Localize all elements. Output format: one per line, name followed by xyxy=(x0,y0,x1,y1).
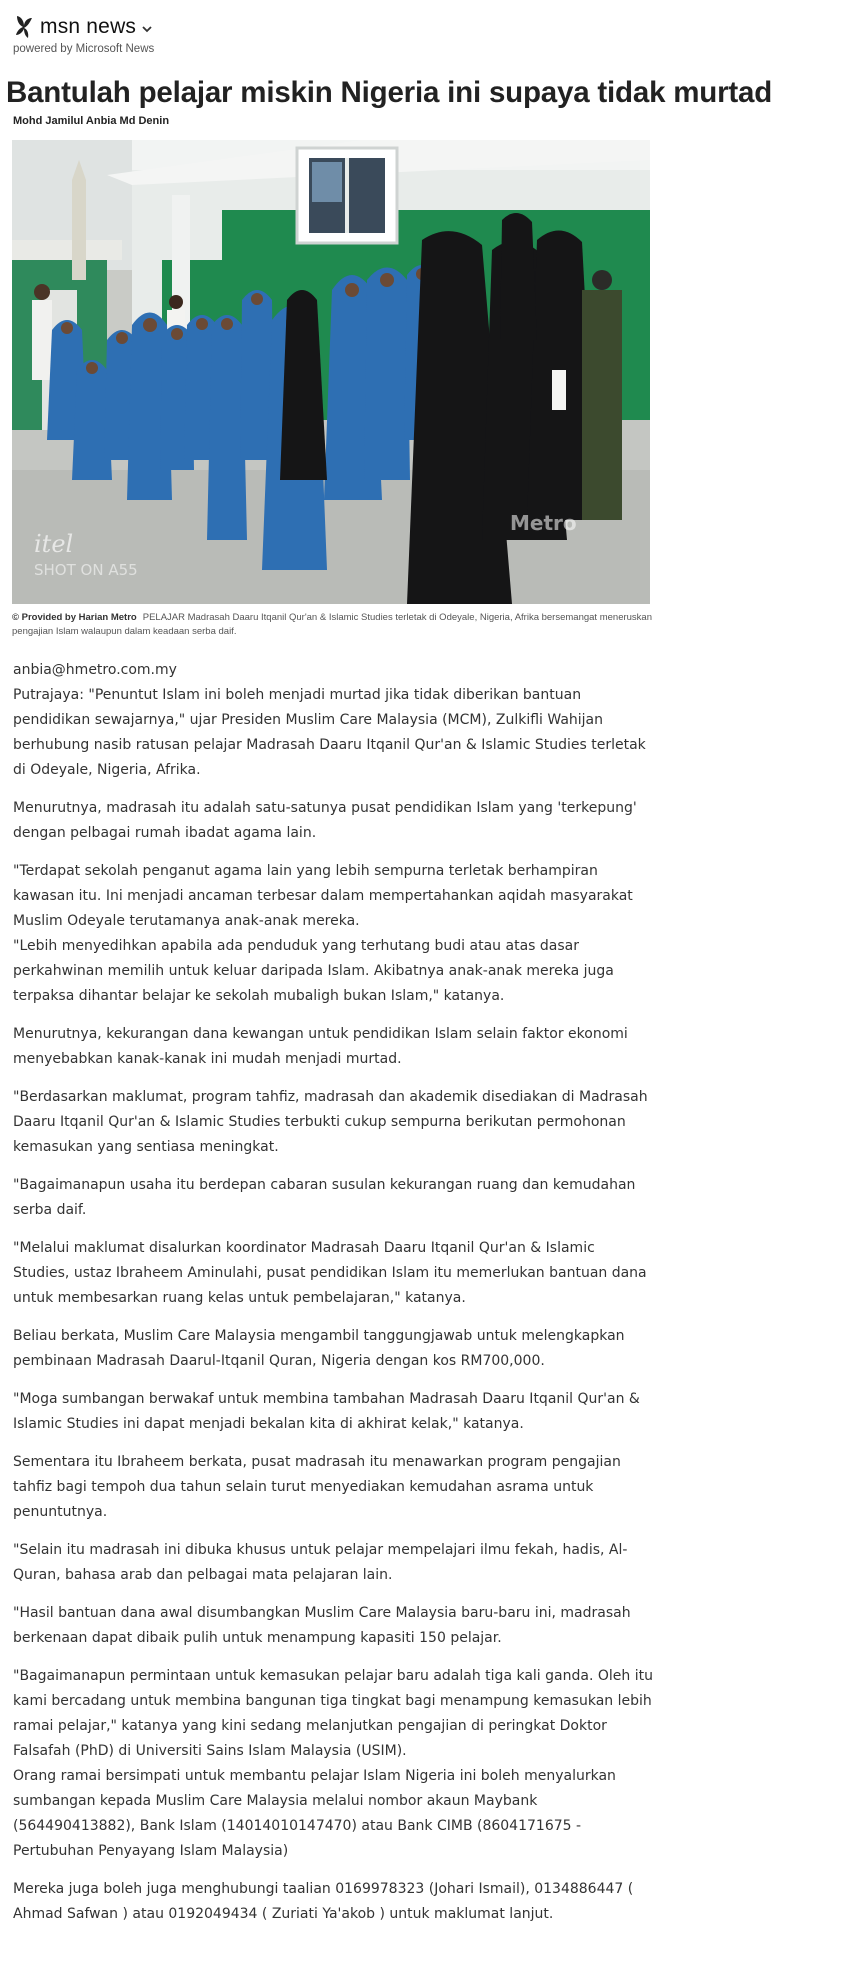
article-photo-graphic xyxy=(12,140,650,604)
image-caption xyxy=(12,611,652,639)
article-paragraph: Beliau berkata, Muslim Care Malaysia mengambil tanggungjawab untuk melengkapkan pembinaan Madrasah Daarul-Itqanil Quran, Nigeria dengan kos RM700,000. xyxy=(13,1328,625,1369)
article-paragraph: Orang ramai bersimpati untuk membantu pelajar Islam Nigeria ini boleh menyalurkan sumbangan kepada Muslim Care Malaysia melalui nombor akaun Maybank (564490413882), Bank Islam (14014010147470) atau Bank CIMB (8604171675 -Pertubuhan Penyayang Islam Malaysia) xyxy=(13,1768,616,1859)
article-paragraph: "Selain itu madrasah ini dibuka khusus untuk pelajar mempelajari ilmu fekah, hadis, Al-Quran, bahasa arab dan pelbagai mata pelajaran lain. xyxy=(13,1542,628,1583)
watermark-publisher: Metro xyxy=(510,511,577,535)
article-paragraph: "Lebih menyedihkan apabila ada penduduk yang terhutang budi atau atas dasar perkahwinan memilih untuk keluar daripada Islam. Akibatnya anak-anak mereka juga terpaksa dihantar belajar ke sekolah mubaligh bukan Islam," katanya. xyxy=(13,938,614,1004)
watermark-brand: itel xyxy=(34,530,74,558)
author-email[interactable]: anbia@hmetro.com.my xyxy=(13,662,177,678)
article-paragraph: Menurutnya, madrasah itu adalah satu-satunya pusat pendidikan Islam yang 'terkepung' dengan pelbagai rumah ibadat agama lain. xyxy=(13,800,637,841)
article-paragraph: Sementara itu Ibraheem berkata, pusat madrasah itu menawarkan program pengajian tahfiz bagi tempoh dua tahun selain turut menyediakan kemudahan asrama untuk penuntutnya. xyxy=(13,1454,621,1520)
article-paragraph: Putrajaya: "Penuntut Islam ini boleh menjadi murtad jika tidak diberikan bantuan pendidikan sewajarnya," ujar Presiden Muslim Care Malaysia (MCM), Zulkifli Wahijan berhubung nasib ratusan pelajar Madrasah Daaru Itqanil Qur'an & Islamic Studies terletak di Odeyale, Nigeria, Afrika. xyxy=(13,687,646,778)
msn-butterfly-icon xyxy=(13,14,35,40)
article-paragraph: Menurutnya, kekurangan dana kewangan untuk pendidikan Islam selain faktor ekonomi menyebabkan kanak-kanak ini mudah menjadi murtad. xyxy=(13,1026,628,1067)
article-paragraph: "Terdapat sekolah penganut agama lain yang lebih sempurna terletak berhampiran kawasan itu. Ini menjadi ancaman terbesar dalam mempertahankan aqidah masyarakat Muslim Odeyale terutamanya anak-anak mereka. xyxy=(13,863,633,929)
article-paragraph: "Bagaimanapun permintaan untuk kemasukan pelajar baru adalah tiga kali ganda. Oleh itu kami bercadang untuk membina bangunan tiga tingkat bagi menampung kemasukan lebih ramai pelajar," katanya yang kini sedang melanjutkan pengajian di peringkat Doktor Falsafah (PhD) di Universiti Sains Islam Malaysia (USIM). xyxy=(13,1668,653,1759)
brand-link[interactable] xyxy=(13,12,154,42)
powered-by-label: powered by Microsoft News xyxy=(13,43,155,55)
article-paragraph: "Melalui maklumat disalurkan koordinator Madrasah Daaru Itqanil Qur'an & Islamic Studies, ustaz Ibraheem Aminulahi, pusat pendidikan Islam itu memerlukan bantuan dana untuk membesarkan ruang kelas untuk pembelajaran," katanya. xyxy=(13,1240,647,1306)
image-credit[interactable]: © Provided by Harian Metro xyxy=(12,612,137,623)
watermark-device: SHOT ON A55 xyxy=(34,561,138,579)
article-paragraph: Mereka juga boleh juga menghubungi taalian 0169978323 (Johari Ismail), 0134886447 ( Ahmad Safwan ) atau 0192049434 ( Zuriati Ya'akob ) untuk maklumat lanjut. xyxy=(13,1881,634,1922)
article-paragraph: "Hasil bantuan dana awal disumbangkan Muslim Care Malaysia baru-baru ini, madrasah berkenaan dapat dibaik pulih untuk menampung kapasiti 150 pelajar. xyxy=(13,1605,631,1646)
brand-name: msn news xyxy=(40,15,137,38)
article-paragraph: "Berdasarkan maklumat, program tahfiz, madrasah dan akademik disediakan di Madrasah Daaru Itqanil Qur'an & Islamic Studies terbukti cukup sempurna berikutan permohonan kemasukan yang sentiasa meningkat. xyxy=(13,1089,648,1155)
article-paragraph: "Moga sumbangan berwakaf untuk membina tambahan Madrasah Daaru Itqanil Qur'an & Islamic Studies ini dapat menjadi bekalan kita di akhirat kelak," katanya. xyxy=(13,1391,640,1432)
site-header xyxy=(13,12,154,55)
article-title: Bantulah pelajar miskin Nigeria ini supaya tidak murtad xyxy=(6,76,773,109)
article-author[interactable]: Mohd Jamilul Anbia Md Denin xyxy=(13,115,170,127)
caption-text: PELAJAR Madrasah Daaru Itqanil Qur'an & Islamic Studies terletak di Odeyale, Nigeria, Afrika bersemangat meneruskan pengajian Islam walaupun dalam keadaan serba daif. xyxy=(12,612,652,637)
chevron-down-icon[interactable] xyxy=(141,23,153,35)
article-paragraph: "Bagaimanapun usaha itu berdepan cabaran susulan kekurangan ruang dan kemudahan serba daif. xyxy=(13,1177,636,1218)
article-body xyxy=(13,658,653,1940)
article-image[interactable] xyxy=(12,140,650,604)
